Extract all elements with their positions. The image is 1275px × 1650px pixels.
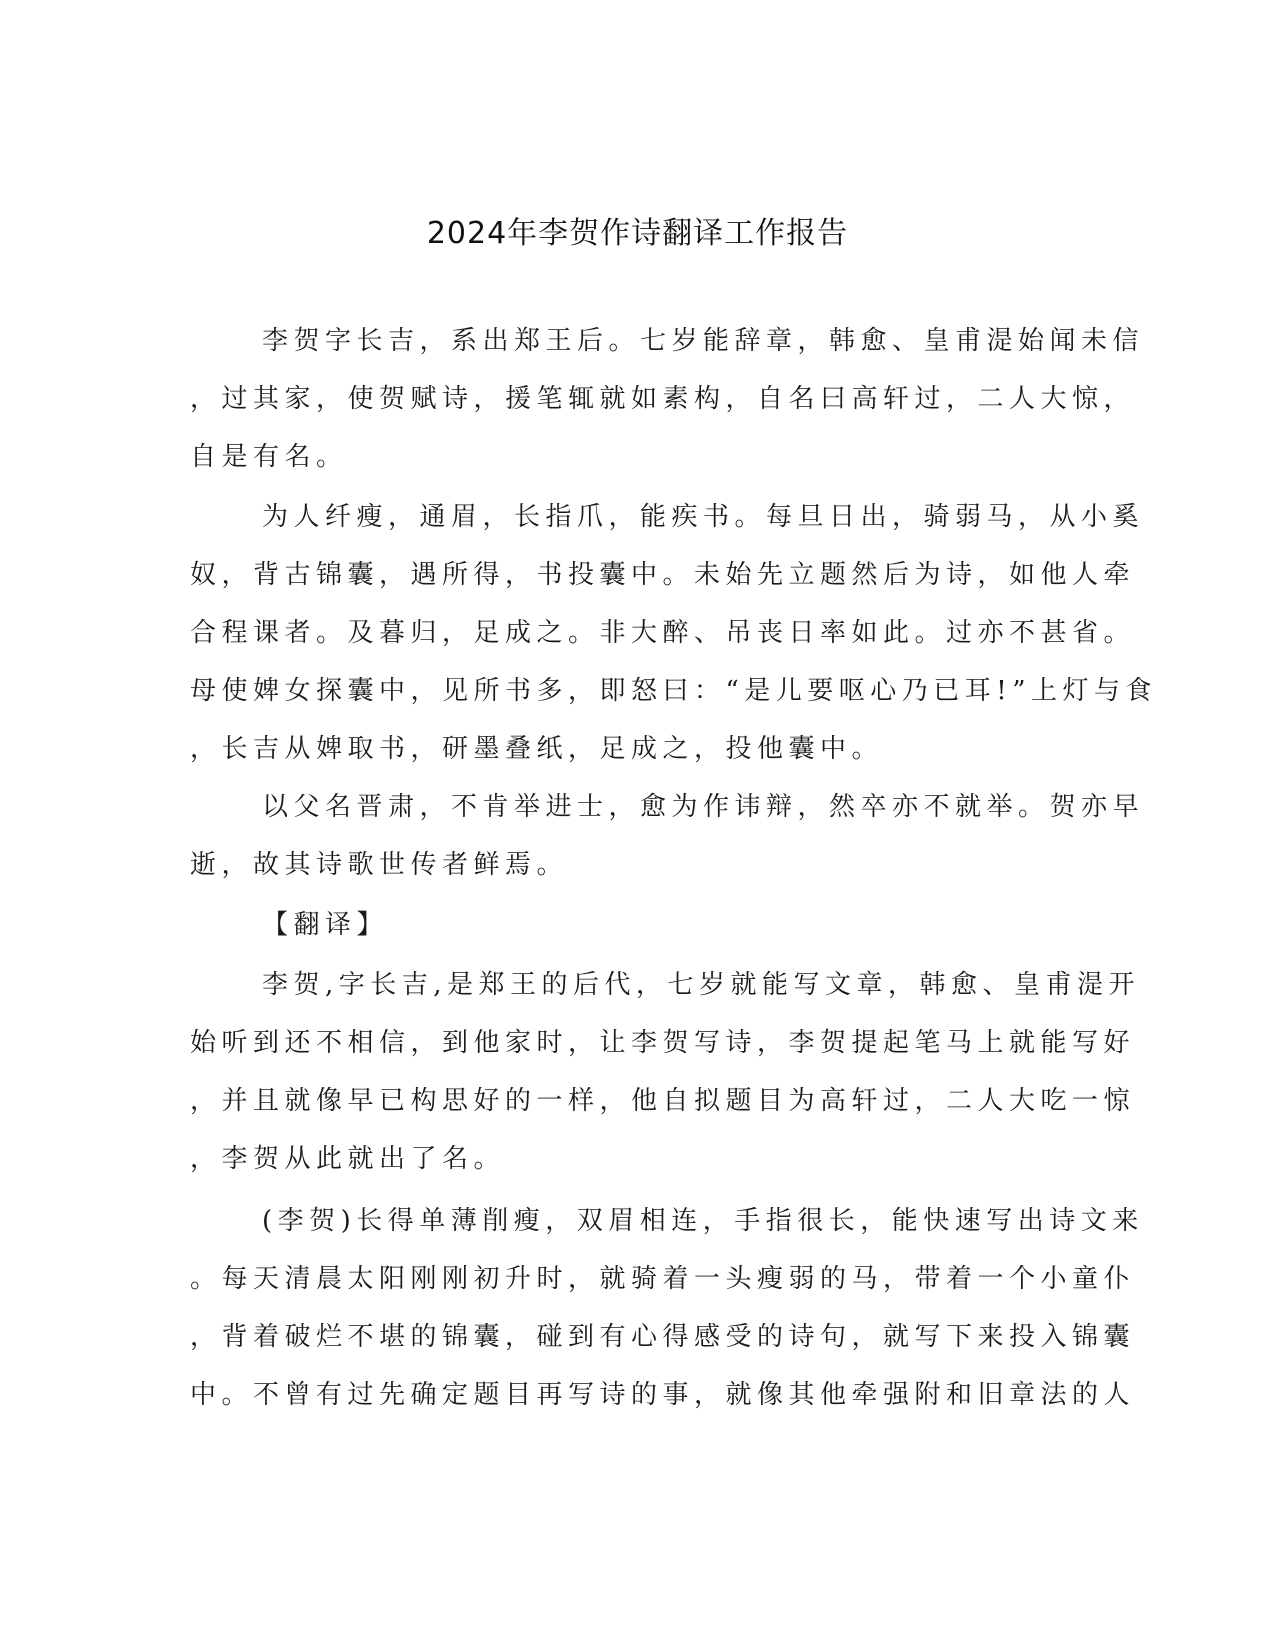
paragraph-line: ，过其家，使贺赋诗，援笔辄就如素构，自名曰高轩过，二人大惊， (190, 384, 1136, 414)
paragraph-line: 逝，故其诗歌世传者鲜焉。 (190, 850, 569, 880)
section-heading: 【翻译】 (262, 910, 389, 940)
paragraph-line: 以父名晋肃，不肯举进士，愈为作讳辩，然卒亦不就举。贺亦早 (262, 792, 1145, 822)
paragraph-line: (李贺)长得单薄削瘦，双眉相连，手指很长，能快速写出诗文来 (262, 1206, 1144, 1236)
paragraph-line: 李贺,字长吉,是郑王的后代，七岁就能写文章，韩愈、皇甫湜开 (262, 970, 1141, 1000)
paragraph-line: 。每天清晨太阳刚刚初升时，就骑着一头瘦弱的马，带着一个小童仆 (190, 1264, 1136, 1294)
document-title: 2024年李贺作诗翻译工作报告 (426, 216, 849, 251)
paragraph-line: 合程课者。及暮归，足成之。非大醉、吊丧日率如此。过亦不甚省。 (190, 618, 1136, 648)
paragraph-line: ，长吉从婢取书，研墨叠纸，足成之，投他囊中。 (190, 734, 884, 764)
paragraph-line: 始听到还不相信，到他家时，让李贺写诗，李贺提起笔马上就能写好 (190, 1028, 1136, 1058)
paragraph-line: 中。不曾有过先确定题目再写诗的事，就像其他牵强附和旧章法的人 (190, 1380, 1136, 1410)
paragraph-line: 母使婢女探囊中，见所书多，即怒曰：“是儿要呕心乃已耳!”上灯与食 (190, 676, 1158, 706)
paragraph-line: ，李贺从此就出了名。 (190, 1144, 506, 1174)
paragraph-line: 自是有名。 (190, 442, 348, 472)
paragraph-line: ，背着破烂不堪的锦囊，碰到有心得感受的诗句，就写下来投入锦囊 (190, 1322, 1136, 1352)
paragraph-line: ，并且就像早已构思好的一样，他自拟题目为高轩过，二人大吃一惊 (190, 1086, 1136, 1116)
paragraph-line: 为人纤瘦，通眉，长指爪，能疾书。每旦日出，骑弱马，从小奚 (262, 502, 1145, 532)
paragraph-line: 奴，背古锦囊，遇所得，书投囊中。未始先立题然后为诗，如他人牵 (190, 560, 1136, 590)
paragraph-line: 李贺字长吉，系出郑王后。七岁能辞章，韩愈、皇甫湜始闻未信 (262, 326, 1145, 356)
